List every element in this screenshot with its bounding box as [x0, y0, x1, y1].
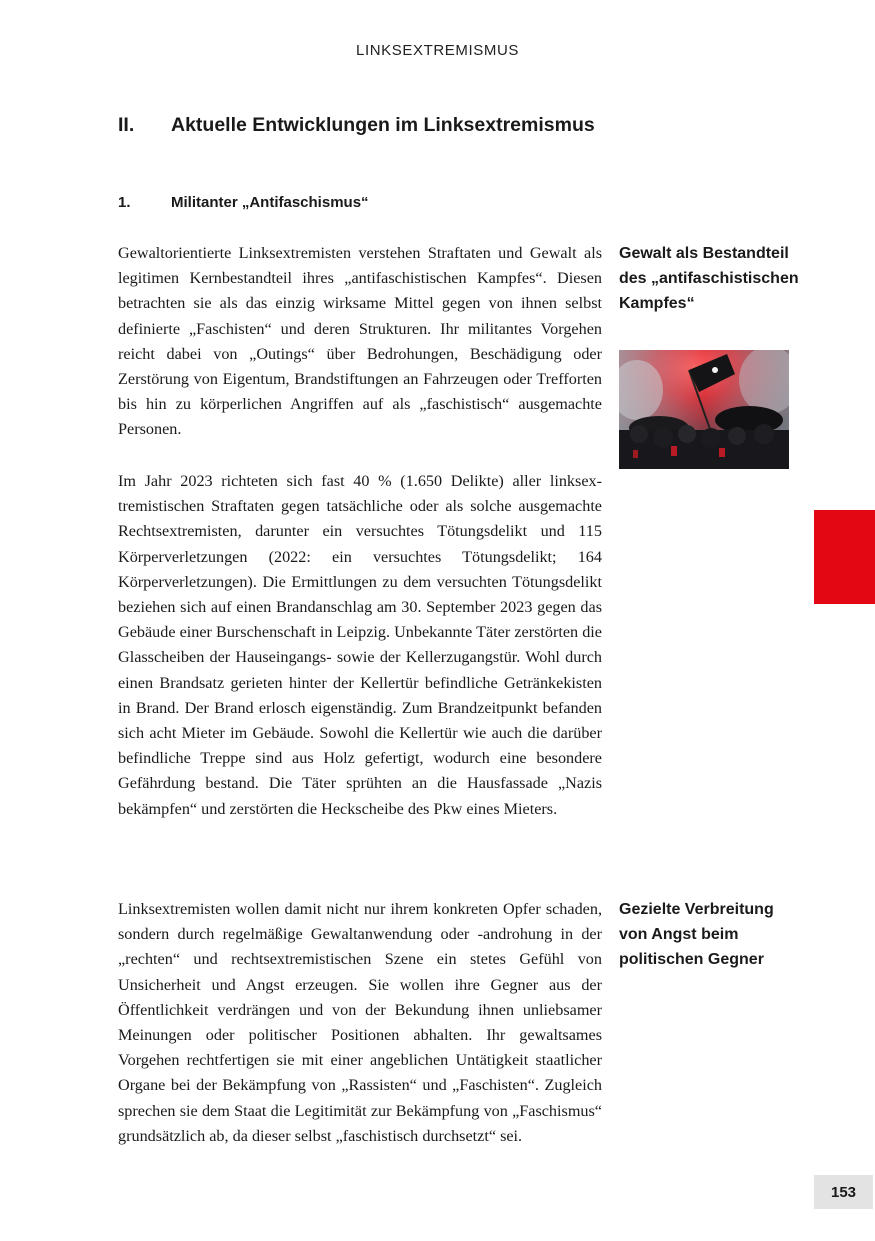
body-paragraph: Gewaltorientierte Linksextremisten verstehen Straftaten und Gewalt als legitimen Kernbestandteil ihres „antifaschistischen Kampfes“. Diesen betrachten sie als das einzig wirksame Mittel gegen von ihnen selbst definierte „Faschisten“ und deren Strukturen. Ihr militantes Vorgehen reicht dabei von „Outings“ über Bedrohungen, Beschädigung oder Zerstörung von Eigentum, Brandstiftungen an Fahrzeugen oder Trefforten bis hin zu körperlichen Angriffen auf als „faschistisch“ ausgemachte Personen.: [118, 244, 602, 439]
page-number: 153: [830, 1183, 857, 1201]
body-paragraph: Linksextremisten wollen damit nicht nur ihrem konkreten Opfer schaden, sondern durch regelmäßige Gewaltanwendung oder -androhung in der „rechten“ und rechtsextremistischen Szene ein stetes Gefühl von Unsicherheit und Angst erzeugen. Sie wollen ihre Gegner aus der Öffentlichkeit verdrängen und von der Bekundung ihnen unliebsamer Meinungen oder politischer Positionen abhalten. Ihr gewaltsames Vorgehen rechtfertigen sie mit einer angeblichen Untätigkeit staatlicher Organe bei der Bekämpfung von „Rassisten“ und „Faschisten“. Zugleich sprechen sie dem Staat die Legitimität zur Bekämpfung von „Faschismus“ grundsätzlich ab, da dieser selbst „faschistisch durchsetzt“ sei.: [118, 900, 602, 1145]
page-number-box: [814, 1175, 873, 1209]
marginal-note: Gewalt als Bestandteil des „antifaschistischen Kampfes“: [619, 245, 799, 313]
body-paragraph: Im Jahr 2023 richteten sich fast 40 % (1.650 Delikte) aller linksextremistischen Straftaten gegen tatsächliche oder als solche ausgemachte Rechtsextremisten, darunter ein versuchtes Tötungsdelikt und 115 Körperverletzungen (2022: ein versuchtes Tötungsdelikt; 164 Körperverletzungen). Die Ermittlungen zu dem versuchten Tötungsdelikt beziehen sich auf einen Brandanschlag am 30. September 2023 gegen das Gebäude einer Burschenschaft in Leipzig. Unbekannte Täter zerstörten die Glasscheiben der Hauseingangs- sowie der Kellerzugangstür. Wohl durch einen Brandsatz gerieten hinter der Kellertür befindliche Getränkekisten in Brand. Der Brand erlosch eigenständig. Zum Brandzeitpunkt befanden sich acht Mieter im Gebäude. Sowohl die Kellertür wie auch die darüber befindliche Treppe sind aus Holz gefertigt, wodurch eine besondere Gefährdung bestand. Die Täter sprühten an die Hausfassade „Nazis bekämpfen“ und zerstörten die Heckscheibe des Pkw eines Mieters.: [118, 472, 602, 818]
protest-photo: [619, 350, 789, 469]
chapter-tab-marker: [814, 510, 875, 604]
section-heading: [118, 194, 678, 211]
chapter-number: II.: [118, 114, 135, 136]
marginal-note: Gezielte Verbreitung von Angst beim politischen Gegner: [619, 901, 774, 969]
section-number: 1.: [118, 194, 131, 211]
chapter-title: Aktuelle Entwicklungen im Linksextremismus: [171, 114, 595, 136]
running-head: LINKSEXTREMISMUS: [356, 42, 519, 59]
section-title: Militanter „Antifaschismus“: [171, 194, 369, 211]
protest-photo-illustration: [619, 350, 789, 469]
chapter-heading: [118, 114, 678, 137]
